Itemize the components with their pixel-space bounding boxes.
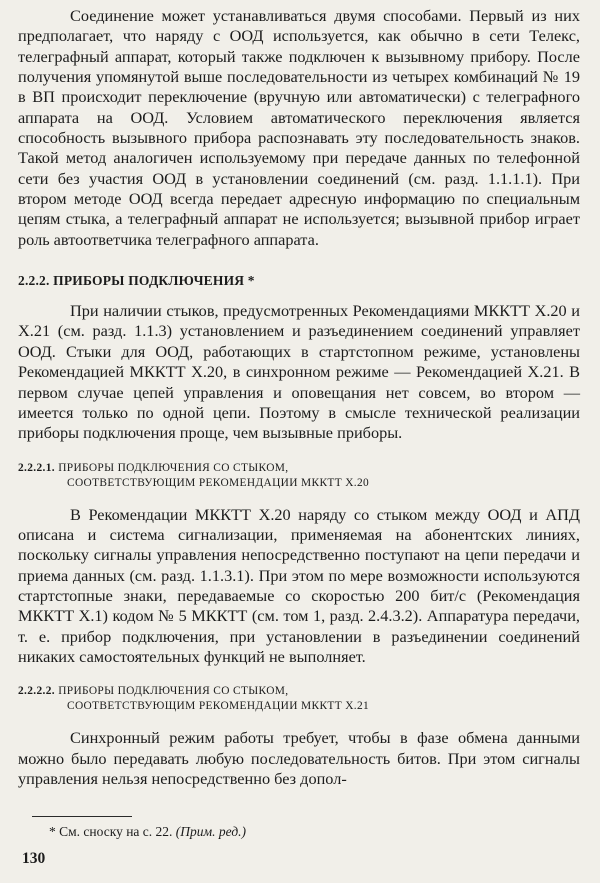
page-body: [18, 6, 580, 789]
subsection-number: 2.2.2.2.: [18, 685, 55, 698]
subsection-number: 2.2.2.1.: [18, 461, 55, 474]
footnote-editor-note: (Прим. ред.): [175, 824, 247, 839]
section-title: ПРИБОРЫ ПОДКЛЮЧЕНИЯ *: [53, 273, 255, 289]
subsection-title-line1: ПРИБОРЫ ПОДКЛЮЧЕНИЯ СО СТЫКОМ,: [58, 685, 289, 698]
subsection-heading-2-2-2-1: [18, 461, 580, 491]
footnote-divider: [32, 816, 132, 817]
paragraph-3: В Рекомендации МККТТ X.20 наряду со стыком между ООД и АПД описана и система сигнализации, применяемая на абонентских линиях, поскольку сигналы управления непосредственно поступают на цепи передачи и приема данных (см. разд. 1.1.3.1). При этом по мере возможности используются стартстопные знаки, передаваемые со скоростью 200 бит/с (Рекомендация МККТТ X.1) кодом № 5 МККТТ (см. том 1, разд. 2.4.3.2). Аппаратура передачи, т. е. прибор подключения, при установлении в разъединении соединений никаких самостоятельных функций не выполняет.: [18, 504, 580, 666]
paragraph-2: При наличии стыков, предусмотренных Рекомендациями МККТТ X.20 и X.21 (см. разд. 1.1.3) установлением и разъединением соединений управляет ООД. Стыки для ООД, работающих в стартстопном режиме, установлены Рекомендацией МККТТ X.20, в синхронном режиме — Рекомендацией X.21. В первом случае цепей управления и оповещания нет совсем, во втором — имеется только по одной цепи. Поэтому в смысле технической реализации приборы подключения проще, чем вызывные приборы.: [18, 301, 580, 443]
footnote-text: * См. сноску на с. 22.: [49, 824, 173, 839]
page-number: 130: [22, 850, 46, 867]
section-number: 2.2.2.: [18, 273, 50, 289]
paragraph-4: Синхронный режим работы требует, чтобы в фазе обмена данными можно было передавать любую последовательность битов. При этом сигналы управления нельзя непосредственно без допол-: [18, 728, 580, 788]
subsection-heading-2-2-2-2: [18, 684, 580, 714]
subsection-title-line2: СООТВЕТСТВУЮЩИМ РЕКОМЕНДАЦИИ МККТТ X.20: [67, 476, 370, 489]
footnote: [49, 824, 246, 840]
paragraph-1: Соединение может устанавливаться двумя способами. Первый из них предполагает, что наряду с ООД используется, как обычно в сети Телекс, телеграфный аппарат, который также подключен к вызывному прибору. После получения упомянутой выше последовательности из четырех комбинаций № 19 в ВП происходит переключение (вручную или автоматически) с телеграфного аппарата на ООД. Условием автоматического переключения является способность вызывного прибора распознавать эту последовательность знаков. Такой метод аналогичен используемому при передаче данных по телефонной сети без участия ООД в установлении соединений (см. разд. 1.1.1.1). При втором методе ООД всегда передает адресную информацию по специальным цепям стыка, а телеграфный аппарат не используется; вызывной прибор играет роль автоответчика телеграфного аппарата.: [18, 6, 580, 249]
section-heading-2-2-2: [18, 273, 580, 289]
subsection-title-line2: СООТВЕТСТВУЮЩИМ РЕКОМЕНДАЦИИ МККТТ X.21: [67, 700, 370, 713]
subsection-title-line1: ПРИБОРЫ ПОДКЛЮЧЕНИЯ СО СТЫКОМ,: [58, 461, 289, 474]
